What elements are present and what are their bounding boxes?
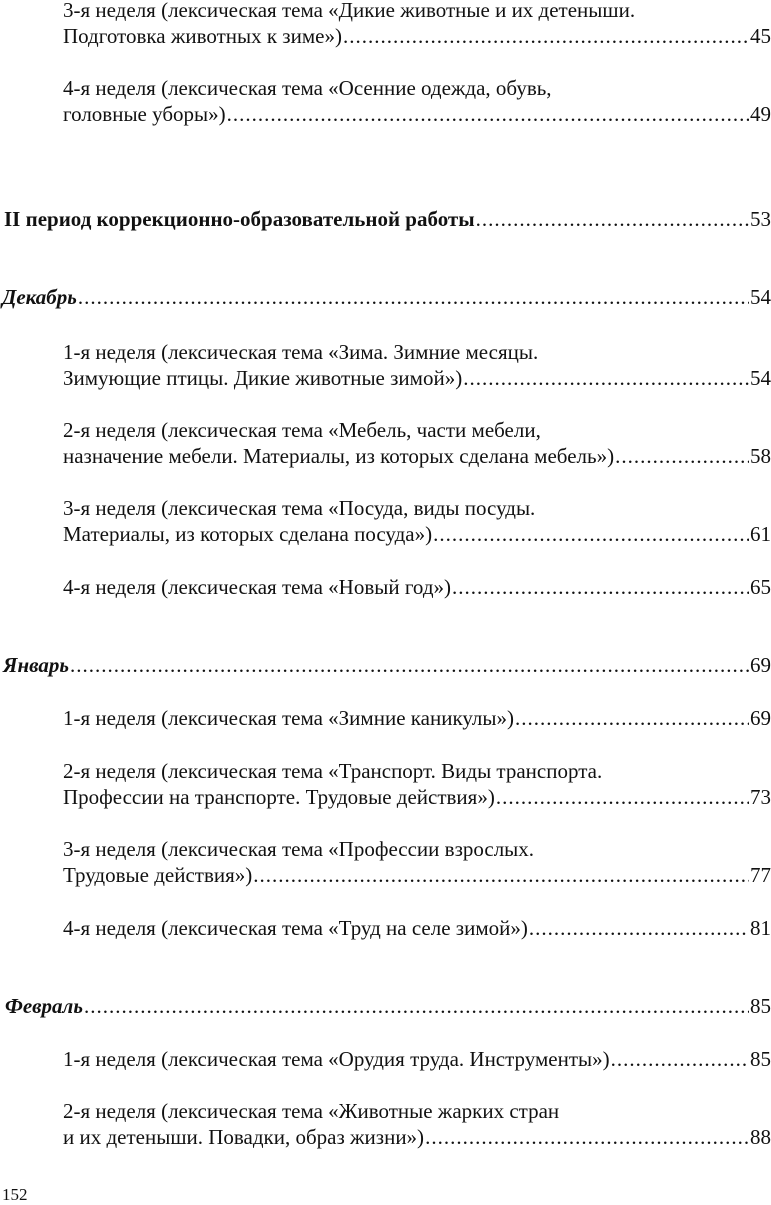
dot-leader — [611, 1046, 749, 1072]
page-ref: 69 — [750, 653, 771, 677]
dot-leader — [78, 284, 749, 310]
dot-leader — [515, 705, 749, 731]
entry-text: 2-я неделя (лексическая тема «Животные жарких стран — [63, 1099, 560, 1123]
page-ref: 65 — [750, 575, 771, 599]
toc-entry[interactable] — [63, 417, 771, 469]
toc-entry[interactable] — [63, 0, 771, 49]
toc-entry[interactable] — [63, 339, 771, 391]
month-title: Февраль — [5, 994, 83, 1018]
toc-entry[interactable] — [63, 495, 771, 547]
entry-text: 2-я неделя (лексическая тема «Транспорт. Виды транспорта. — [63, 759, 603, 783]
dot-leader — [70, 652, 749, 678]
entry-text: Трудовые действия») — [63, 863, 253, 887]
entry-text: Профессии на транспорте. Трудовые действия») — [63, 785, 495, 809]
entry-text: 3-я неделя (лексическая тема «Дикие животные и их детеныши. — [63, 0, 636, 22]
toc-entry[interactable] — [63, 75, 771, 127]
toc-month-february[interactable] — [5, 993, 771, 1019]
entry-text: 4-я неделя (лексическая тема «Труд на селе зимой») — [63, 916, 528, 940]
toc-entry[interactable] — [63, 836, 771, 888]
month-title: Декабрь — [2, 285, 77, 309]
toc-entry[interactable] — [63, 705, 771, 731]
page-ref: 45 — [750, 24, 771, 48]
page-ref: 69 — [750, 706, 771, 730]
dot-leader — [433, 521, 749, 547]
entry-text: 4-я неделя (лексическая тема «Осенние одежда, обувь, — [63, 76, 552, 100]
toc-entry[interactable] — [63, 1098, 771, 1150]
page-ref: 49 — [750, 102, 771, 126]
entry-text: 3-я неделя (лексическая тема «Профессии взрослых. — [63, 837, 535, 861]
page-ref: 53 — [750, 207, 771, 231]
dot-leader — [227, 101, 749, 127]
section-title: II период коррекционно-образовательной работы — [4, 207, 475, 231]
toc-entry[interactable] — [63, 758, 771, 810]
dot-leader — [463, 365, 749, 391]
entry-text: 1-я неделя (лексическая тема «Орудия труда. Инструменты») — [63, 1047, 610, 1071]
entry-text: и их детеныши. Повадки, образ жизни») — [63, 1125, 425, 1149]
dot-leader — [615, 443, 749, 469]
toc-entry[interactable] — [63, 574, 771, 600]
page-ref: 58 — [750, 444, 771, 468]
toc-month-december[interactable] — [2, 284, 771, 310]
dot-leader — [476, 206, 749, 232]
dot-leader — [343, 23, 749, 49]
page-ref: 85 — [750, 994, 771, 1018]
entry-text: 1-я неделя (лексическая тема «Зимние каникулы») — [63, 706, 515, 730]
dot-leader — [529, 915, 749, 941]
page-ref: 61 — [750, 522, 771, 546]
toc-section-period[interactable] — [4, 206, 771, 232]
toc-entry[interactable] — [63, 915, 771, 941]
entry-text: головные уборы») — [63, 102, 226, 126]
page-ref: 73 — [750, 785, 771, 809]
entry-text: 3-я неделя (лексическая тема «Посуда, виды посуды. — [63, 496, 536, 520]
entry-text: назначение мебели. Материалы, из которых сделана мебель») — [63, 444, 615, 468]
page-number: 152 — [2, 1185, 28, 1204]
month-title: Январь — [3, 653, 69, 677]
page-ref: 88 — [750, 1125, 771, 1149]
dot-leader — [84, 993, 749, 1019]
entry-text: Подготовка животных к зиме») — [63, 24, 342, 48]
page-ref: 54 — [750, 366, 771, 390]
page-ref: 81 — [750, 916, 771, 940]
page-ref: 85 — [750, 1047, 771, 1071]
dot-leader — [496, 784, 749, 810]
entry-text: Материалы, из которых сделана посуда») — [63, 522, 433, 546]
toc-entry[interactable] — [63, 1046, 771, 1072]
page-ref: 77 — [750, 863, 771, 887]
page-ref: 54 — [750, 285, 771, 309]
toc-month-january[interactable] — [3, 652, 771, 678]
entry-text: 2-я неделя (лексическая тема «Мебель, части мебели, — [63, 418, 541, 442]
dot-leader — [452, 574, 749, 600]
dot-leader — [253, 862, 749, 888]
entry-text: Зимующие птицы. Дикие животные зимой») — [63, 366, 463, 390]
entry-text: 4-я неделя (лексическая тема «Новый год») — [63, 575, 452, 599]
dot-leader — [425, 1124, 749, 1150]
entry-text: 1-я неделя (лексическая тема «Зима. Зимние месяцы. — [63, 340, 539, 364]
